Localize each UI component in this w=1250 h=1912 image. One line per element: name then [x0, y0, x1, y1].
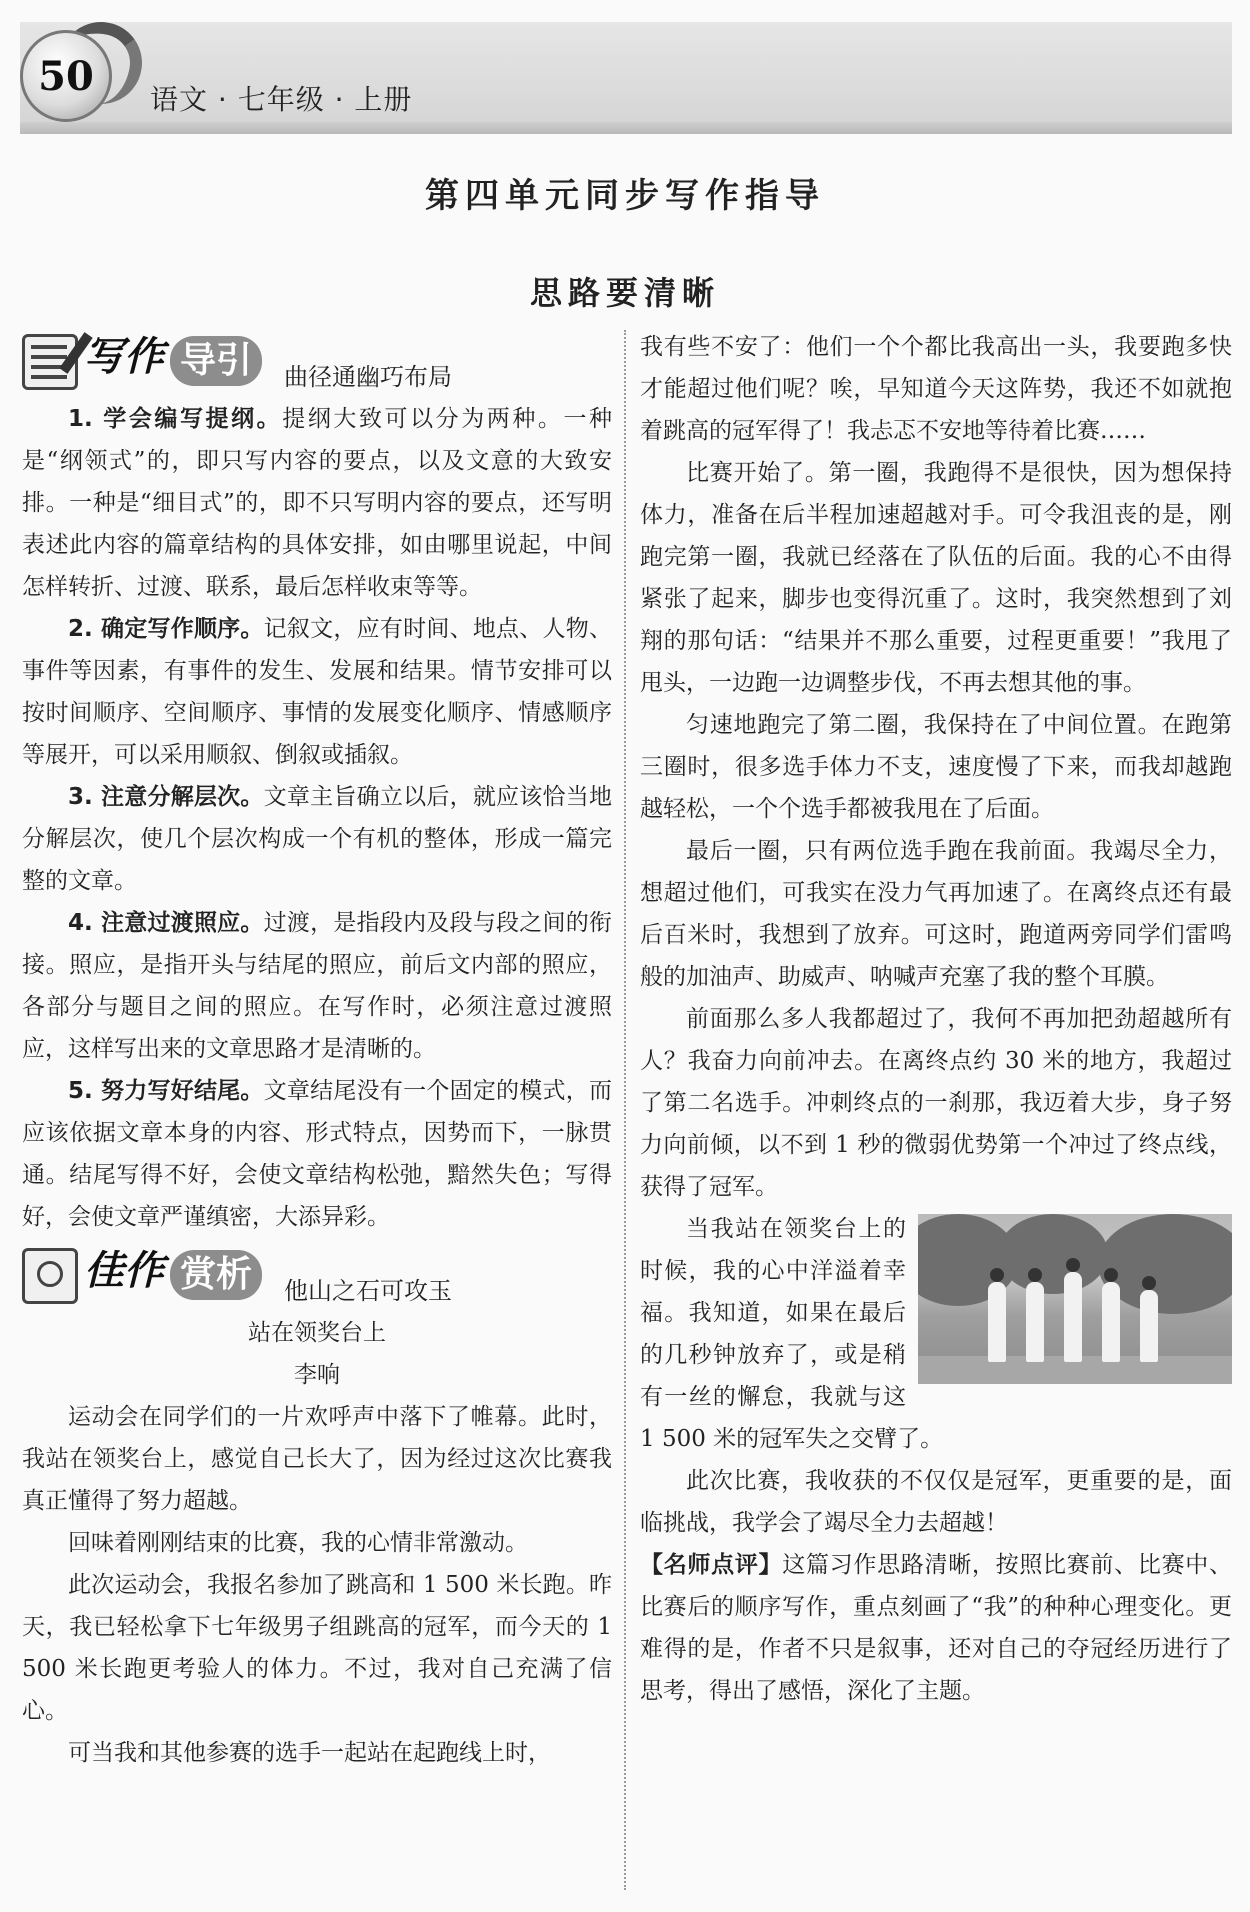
essay-author: 李响	[294, 1362, 340, 1388]
essay-paragraph: 前面那么多人我都超过了，我何不再加把劲超越所有人？我奋力向前冲去。在离终点约 30 米的地方，我超过了第二名选手。冲刺终点的一刹那，我迈着大步，身子努力向前倾，以不到 1 秒的微弱优势第一个冲过了终点线，获得了冠军。	[640, 1006, 1232, 1200]
appreciation-label: 佳作	[84, 1248, 164, 1294]
guide-label: 写作	[84, 334, 164, 380]
guide-section-header	[22, 330, 612, 394]
guide-item: 3. 注意分解层次。文章主旨确立以后，就应该恰当地分解层次，使几个层次构成一个有机的整体，形成一篇完整的文章。	[22, 784, 613, 894]
book-title: 语文 · 七年级 · 上册	[150, 83, 413, 116]
page-number: 50	[20, 30, 112, 122]
guide-item: 2. 确定写作顺序。记叙文，应有时间、地点、人物、事件等因素，有事件的发生、发展和结果。情节安排可以按时间顺序、空间顺序、事情的发展变化顺序、情感顺序等展开，可以采用顺叙、倒叙或插叙。	[22, 616, 613, 768]
award-ceremony-photo	[918, 1214, 1232, 1384]
essay-paragraph-continued: 我有些不安了：他们一个个都比我高出一头，我要跑多快才能超过他们呢？唉，早知道今天这阵势，我还不如就抱着跳高的冠军得了！我忐忑不安地等待着比赛……	[640, 334, 1232, 444]
essay-paragraph: 最后一圈，只有两位选手跑在我前面。我竭尽全力，想超过他们，可我实在没力气再加速了。在离终点还有最后百米时，我想到了放弃。可这时，跑道两旁同学们雷鸣般的加油声、助威声、呐喊声充塞了我的整个耳膜。	[640, 838, 1232, 990]
person-figure	[1064, 1272, 1082, 1362]
guide-item: 4. 注意过渡照应。过渡，是指段内及段与段之间的衔接。照应，是指开头与结尾的照应，前后文内部的照应，各部分与题目之间的照应。在写作时，必须注意过渡照应，这样写出来的文章思路才是清晰的。	[22, 910, 613, 1062]
left-column	[22, 330, 612, 1774]
person-figure	[1026, 1282, 1044, 1362]
right-column	[640, 326, 1232, 1712]
essay-paragraph: 匀速地跑完了第二圈，我保持在了中间位置。在跑第三圈时，很多选手体力不支，速度慢了下来，而我却越跑越轻松，一个个选手都被我甩在了后面。	[640, 712, 1232, 822]
guide-item: 1. 学会编写提纲。提纲大致可以分为两种。一种是“纲领式”的，即只写内容的要点，以及文意的大致安排。一种是“细目式”的，即不只写明内容的要点，还写明表述此内容的篇章结构的具体安排，如由哪里说起，中间怎样转折、过渡、联系，最后怎样收束等等。	[22, 406, 612, 600]
essay-paragraph: 此次运动会，我报名参加了跳高和 1 500 米长跑。昨天，我已轻松拿下七年级男子组跳高的冠军，而今天的 1 500 米长跑更考验人的体力。不过，我对自己充满了信心。	[22, 1572, 612, 1724]
person-figure	[1102, 1282, 1120, 1362]
essay-paragraph: 比赛开始了。第一圈，我跑得不是很快，因为想保持体力，准备在后半程加速超越对手。可令我沮丧的是，刚跑完第一圈，我就已经落在了队伍的后面。我的心不由得紧张了起来，脚步也变得沉重了。这时，我突然想到了刘翔的那句话：“结果并不那么重要，过程更重要！”我甩了甩头，一边跑一边调整步伐，不再去想其他的事。	[640, 460, 1232, 696]
guide-item: 5. 努力写好结尾。文章结尾没有一个固定的模式，而应该依据文章本身的内容、形式特点，因势而下，一脉贯通。结尾写得不好，会使文章结构松弛，黯然失色；写得好，会使文章严谨缜密，大添异彩。	[22, 1078, 613, 1230]
notepad-pencil-icon	[22, 334, 78, 390]
person-figure	[988, 1282, 1006, 1362]
appreciation-section-header	[22, 1244, 612, 1308]
column-divider	[624, 330, 626, 1890]
appreciation-label-badge: 赏析	[170, 1250, 262, 1300]
unit-title: 第四单元同步写作指导	[425, 176, 825, 216]
essay-paragraph: 此次比赛，我收获的不仅仅是冠军，更重要的是，面临挑战，我学会了竭尽全力去超越！	[640, 1468, 1232, 1536]
review-tag: 【名师点评】	[640, 1552, 783, 1578]
essay-paragraph: 回味着刚刚结束的比赛，我的心情非常激动。	[68, 1530, 528, 1556]
essay-paragraph: 当我站在领奖台上的时候，我的心中洋溢着幸福。我知道，如果在最后的几秒钟放弃了，或是稍有一丝的懈怠，我就与这 1 500 米的冠军失之交臂了。	[640, 1216, 944, 1452]
tree-shape	[998, 1214, 1108, 1294]
essay-title: 站在领奖台上	[248, 1320, 386, 1346]
essay-paragraph: 运动会在同学们的一片欢呼声中落下了帷幕。此时，我站在领奖台上，感觉自己长大了，因为经过这次比赛我真正懂得了努力超越。	[22, 1404, 612, 1514]
essay-paragraph: 可当我和其他参赛的选手一起站在起跑线上时，	[68, 1740, 551, 1766]
teacher-review: 【名师点评】这篇习作思路清晰，按照比赛前、比赛中、比赛后的顺序写作，重点刻画了“我”的种种心理变化。更难得的是，作者不只是叙事，还对自己的夺冠经历进行了思考，得出了感悟，深化了主题。	[640, 1552, 1233, 1704]
person-figure	[1140, 1290, 1158, 1362]
guide-subtitle: 曲径通幽巧布局	[284, 363, 452, 391]
easel-board-icon	[22, 1248, 78, 1304]
guide-label-badge: 导引	[170, 336, 262, 386]
essay-topic: 思路要清晰	[529, 274, 720, 312]
appreciation-subtitle: 他山之石可攻玉	[284, 1277, 452, 1305]
page-number-badge	[20, 22, 120, 132]
